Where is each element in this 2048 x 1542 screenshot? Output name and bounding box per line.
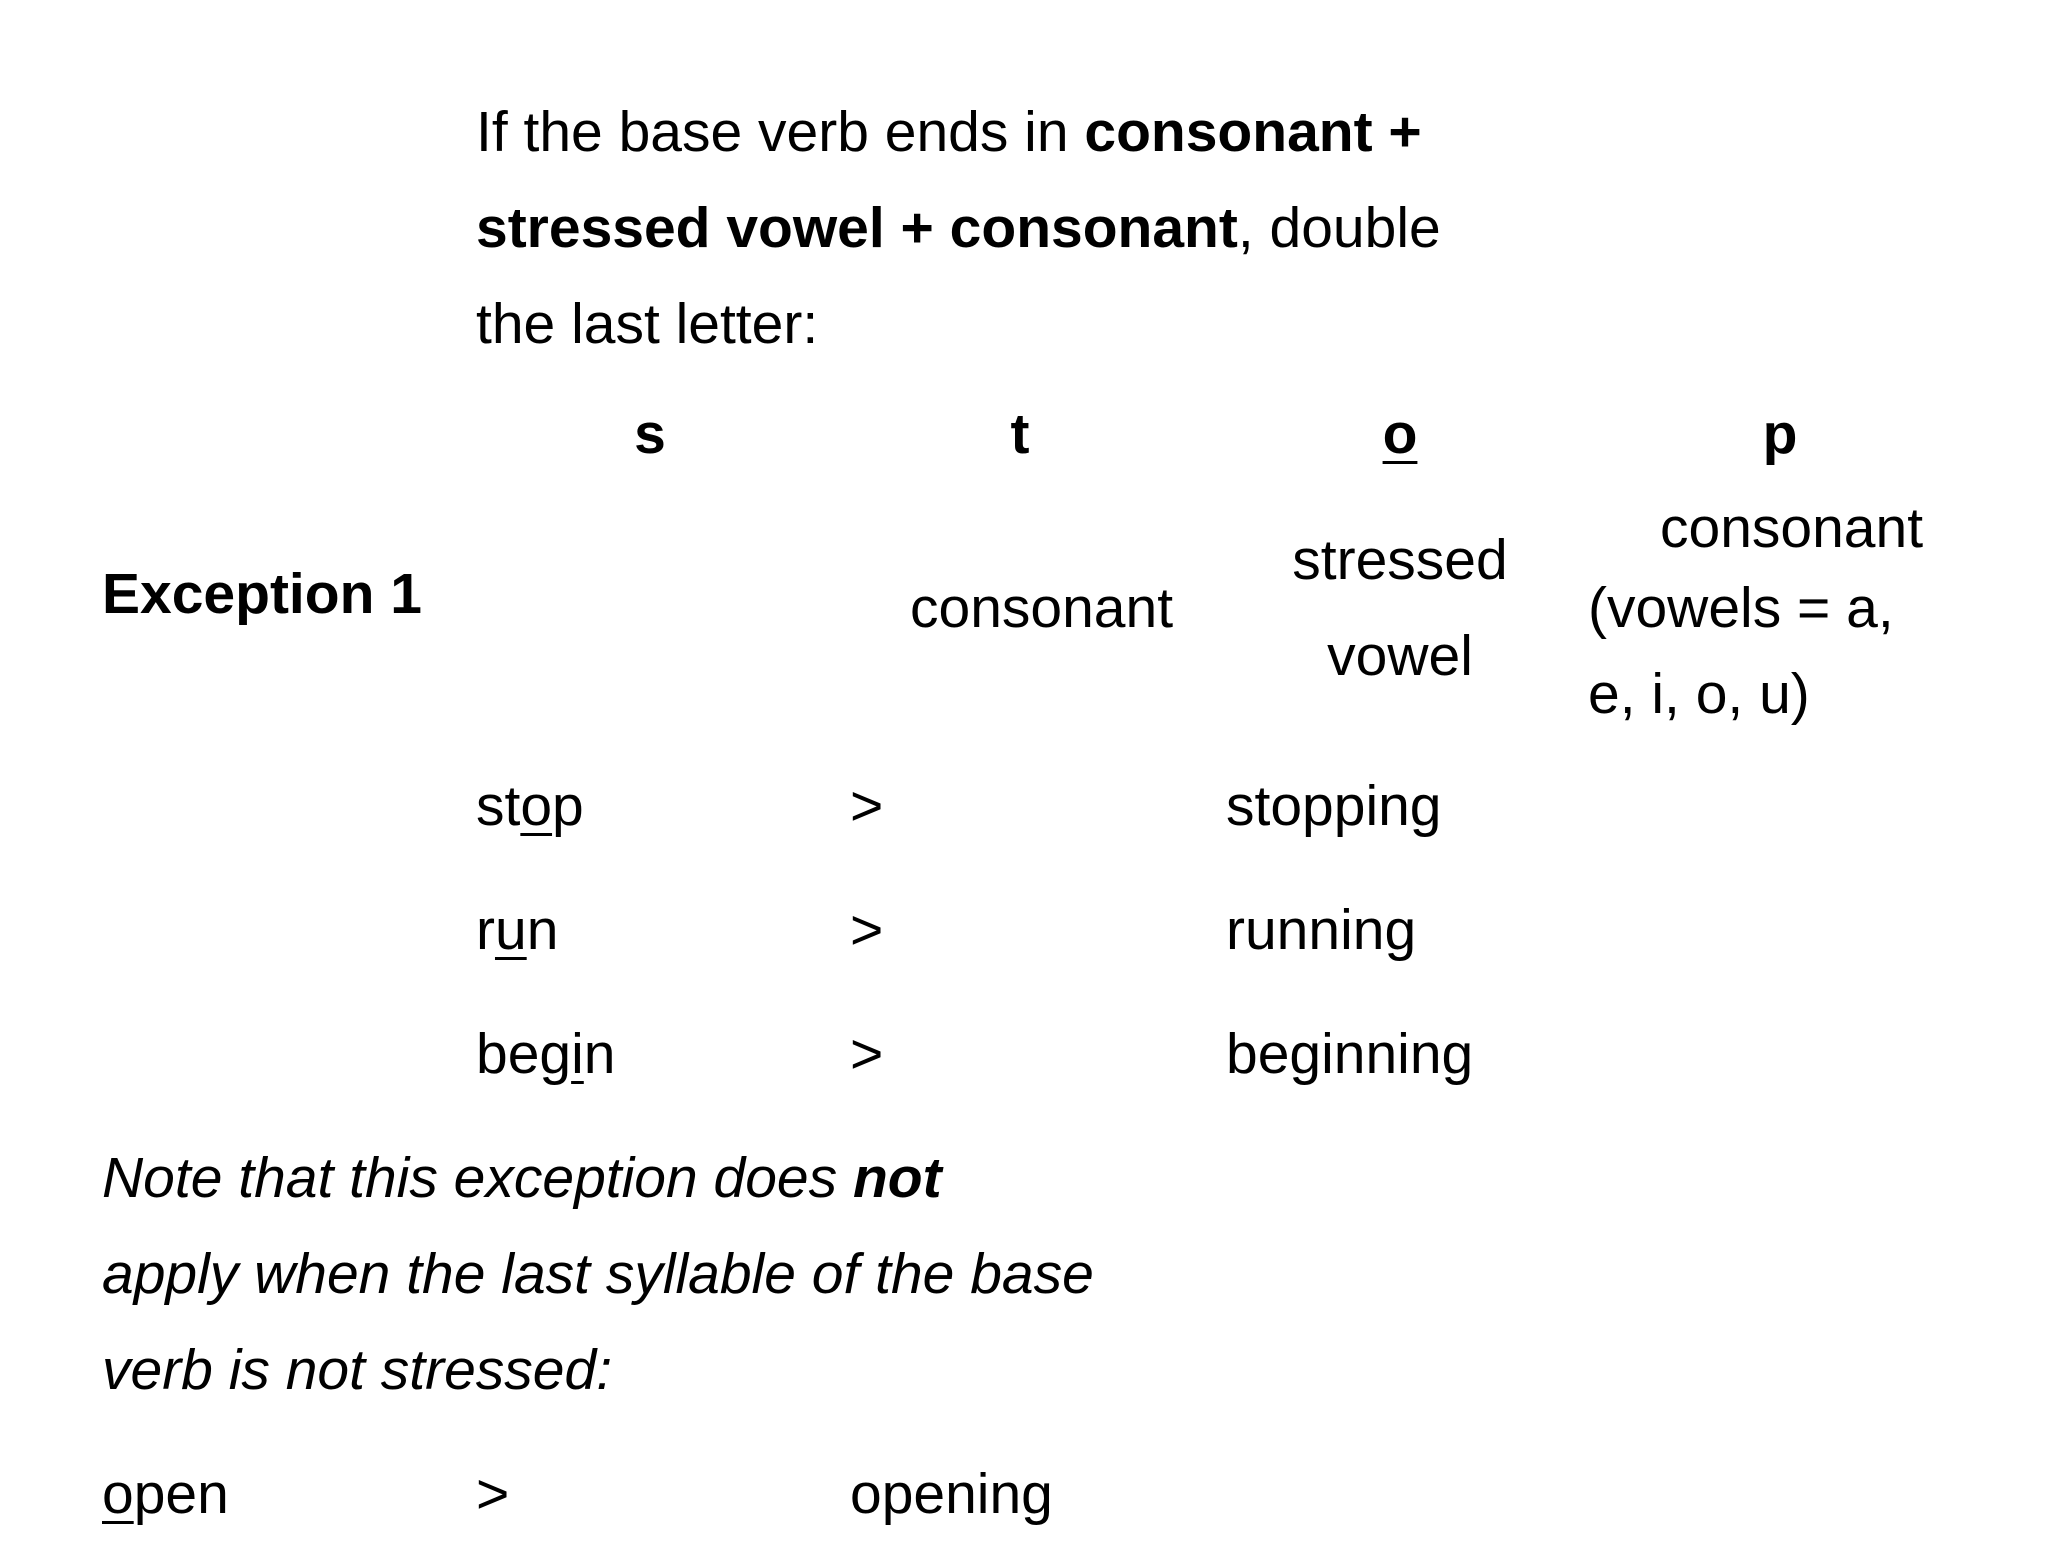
intro-line-2-text: , double — [1237, 196, 1441, 260]
example-result-stopping: stopping — [1226, 774, 1442, 838]
example-result-running: running — [1226, 898, 1417, 962]
intro-line-3: the last letter: — [476, 292, 819, 356]
example-word-part: beg — [476, 1022, 572, 1086]
desc-consonant-p: consonant — [1660, 496, 1924, 560]
note-line-3: verb is not stressed: — [102, 1338, 613, 1402]
note-line-2: apply when the last syllable of the base — [102, 1242, 1094, 1306]
counter-example-word-open — [102, 1446, 229, 1542]
example-word-part: r — [476, 898, 495, 962]
example-word-part: pen — [133, 1462, 229, 1526]
note-bold-not: not — [852, 1146, 942, 1210]
intro-line-1-bold: consonant + — [1084, 100, 1422, 164]
pattern-letter-s: s — [634, 402, 666, 466]
example-word-part: n — [526, 898, 559, 962]
stressed-vowel: o — [102, 1462, 134, 1526]
desc-consonant-t: consonant — [910, 576, 1174, 640]
example-arrow: > — [850, 898, 884, 962]
note-line-1 — [102, 1130, 942, 1226]
example-arrow: > — [850, 1022, 884, 1086]
intro-line-1-text: If the base verb ends in — [476, 100, 1085, 164]
example-word-part: st — [476, 774, 521, 838]
desc-vowel: vowel — [1327, 624, 1473, 688]
intro-line-2 — [476, 180, 1441, 276]
stressed-vowel: i — [571, 1022, 584, 1086]
exception-label: Exception 1 — [102, 562, 422, 626]
desc-stressed: stressed — [1292, 528, 1508, 592]
pattern-letter-p: p — [1762, 402, 1798, 466]
counter-example-arrow: > — [476, 1462, 510, 1526]
pattern-letter-t: t — [1010, 402, 1030, 466]
stressed-vowel: u — [494, 898, 527, 962]
example-word-stop — [476, 758, 584, 854]
example-word-begin — [476, 1006, 615, 1102]
example-result-beginning: beginning — [1226, 1022, 1474, 1086]
pattern-letter-o: o — [1382, 402, 1418, 466]
desc-vowels-list-1: (vowels = a, — [1588, 576, 1894, 640]
desc-vowels-list-2: e, i, o, u) — [1588, 662, 1810, 726]
intro-line-1 — [476, 84, 1422, 180]
example-arrow: > — [850, 774, 884, 838]
stressed-vowel: o — [520, 774, 553, 838]
example-word-run — [476, 882, 558, 978]
note-line-1-text: Note that this exception does — [102, 1146, 853, 1210]
example-word-part: p — [552, 774, 584, 838]
intro-line-2-bold: stressed vowel + consonant — [476, 196, 1238, 260]
example-word-part: n — [583, 1022, 616, 1086]
counter-example-result-opening: opening — [850, 1462, 1053, 1526]
